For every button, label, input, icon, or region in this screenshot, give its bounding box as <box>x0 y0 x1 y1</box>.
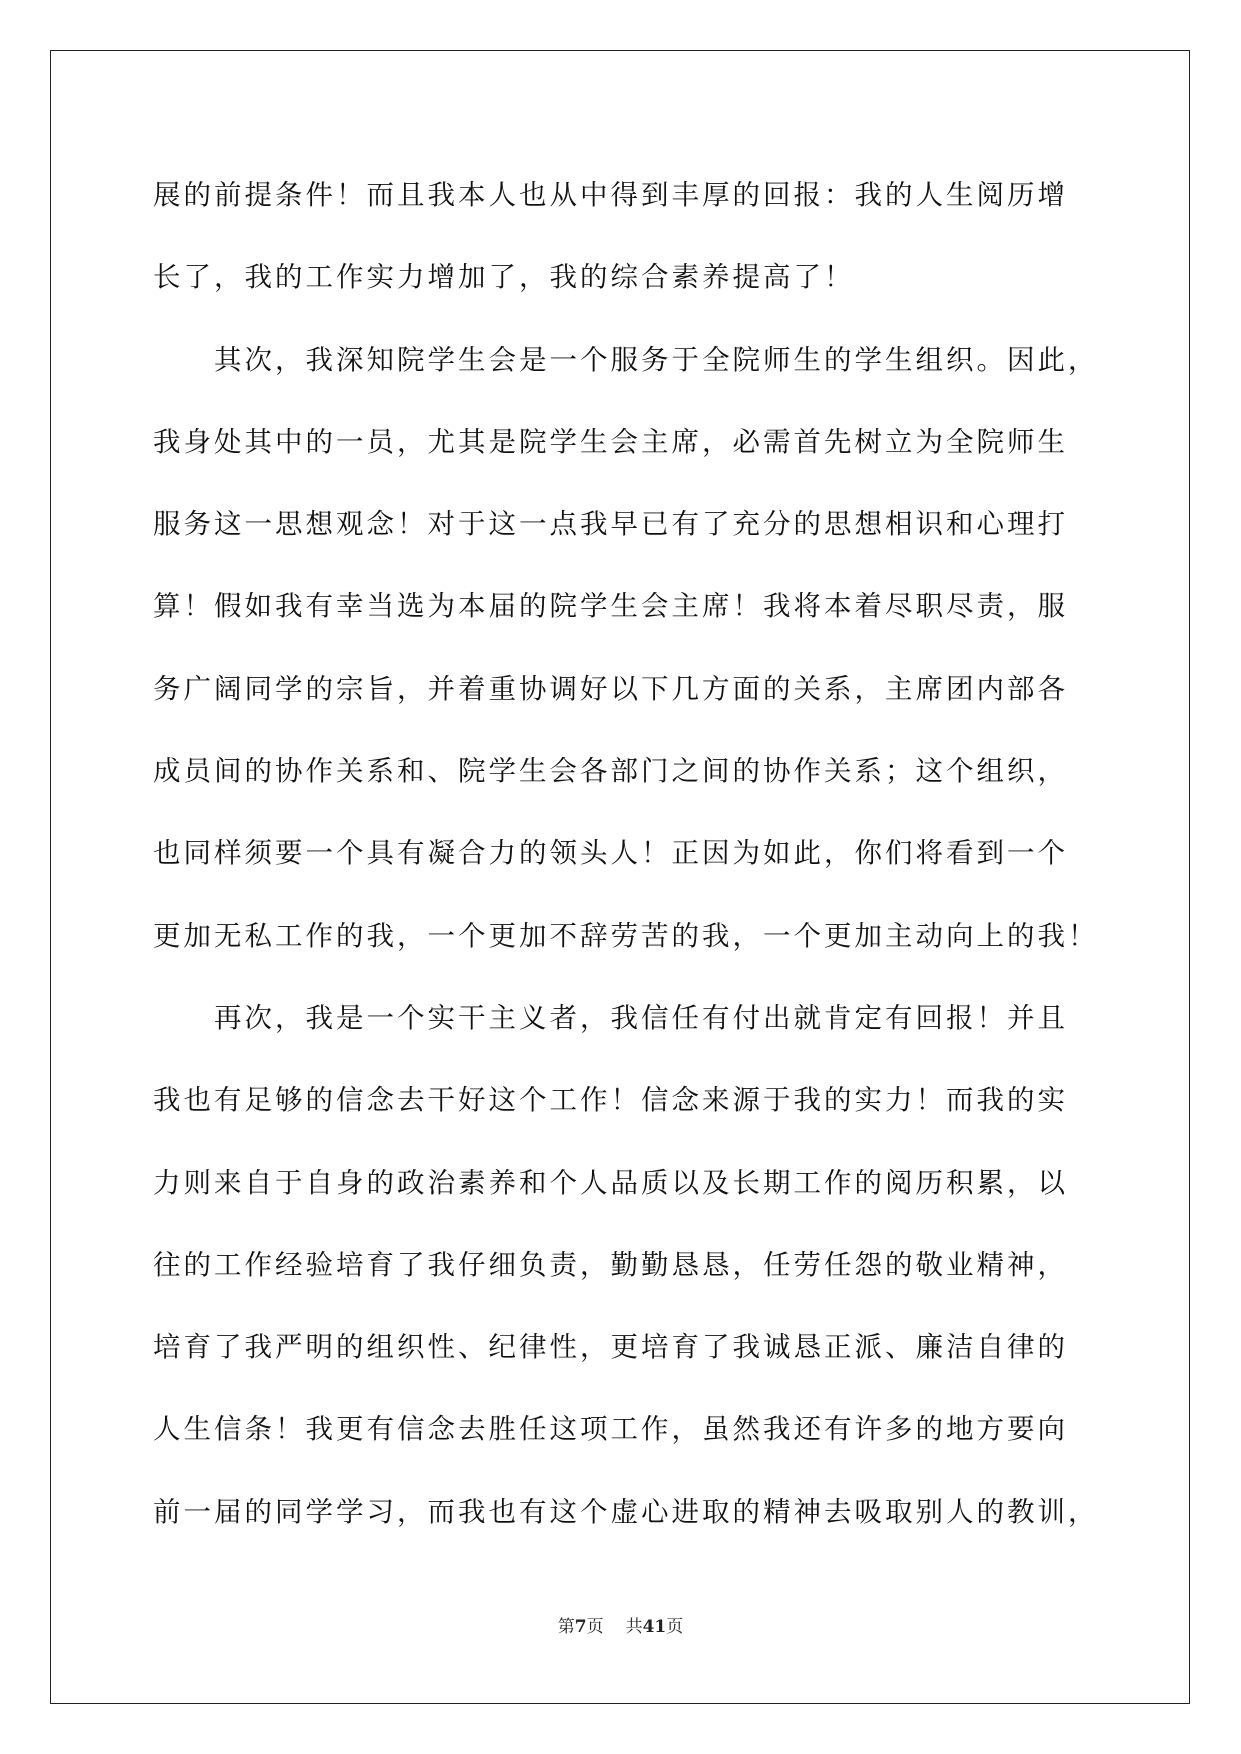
page-suffix: 页 <box>586 1617 604 1637</box>
total-prefix: 共 <box>625 1617 643 1637</box>
text-line: 也同样须要一个具有凝合力的领头人！正因为如此，你们将看到一个 <box>153 837 1068 870</box>
text-line: 算！假如我有幸当选为本届的院学生会主席！我将本着尽职尽责，服 <box>153 590 1068 623</box>
total-suffix: 页 <box>666 1617 684 1637</box>
text-line: 前一届的同学学习，而我也有这个虚心进取的精神去吸取别人的教训， <box>153 1495 1099 1528</box>
text-line: 展的前提条件！而且我本人也从中得到丰厚的回报：我的人生阅历增 <box>153 179 1068 211</box>
text-line: 服务这一思想观念！对于这一点我早已有了充分的思想相识和心理打 <box>153 508 1068 541</box>
text-line: 往的工作经验培育了我仔细负责，勤勤恳恳，任劳任怨的敬业精神， <box>153 1248 1068 1281</box>
total-pages: 41 <box>642 1617 667 1637</box>
text-line: 其次，我深知院学生会是一个服务于全院师生的学生组织。因此， <box>153 343 1099 376</box>
page-prefix: 第 <box>557 1617 575 1637</box>
text-line: 力则来自于自身的政治素养和个人品质以及长期工作的阅历积累，以 <box>153 1166 1068 1199</box>
text-line: 长了，我的工作实力增加了，我的综合素养提高了！ <box>153 261 855 294</box>
text-line: 务广阔同学的宗旨，并着重协调好以下几方面的关系，主席团内部各 <box>153 672 1068 705</box>
text-line: 培育了我严明的组织性、纪律性，更培育了我诚恳正派、廉洁自律的 <box>153 1331 1068 1364</box>
text-line: 我也有足够的信念去干好这个工作！信念来源于我的实力！而我的实 <box>153 1084 1068 1117</box>
document-body <box>153 163 1103 1562</box>
page-footer <box>0 1612 1241 1637</box>
text-line: 更加无私工作的我，一个更加不辞劳苦的我，一个更加主动向上的我！ <box>153 919 1099 952</box>
text-line: 我身处其中的一员，尤其是院学生会主席，必需首先树立为全院师生 <box>153 425 1068 458</box>
text-line: 人生信条！我更有信念去胜任这项工作，虽然我还有许多的地方要向 <box>153 1413 1068 1446</box>
text-line: 成员间的协作关系和、院学生会各部门之间的协作关系；这个组织， <box>153 755 1068 788</box>
page-number: 7 <box>574 1617 587 1637</box>
text-line: 再次，我是一个实干主义者，我信任有付出就肯定有回报！并且 <box>153 1001 1068 1034</box>
